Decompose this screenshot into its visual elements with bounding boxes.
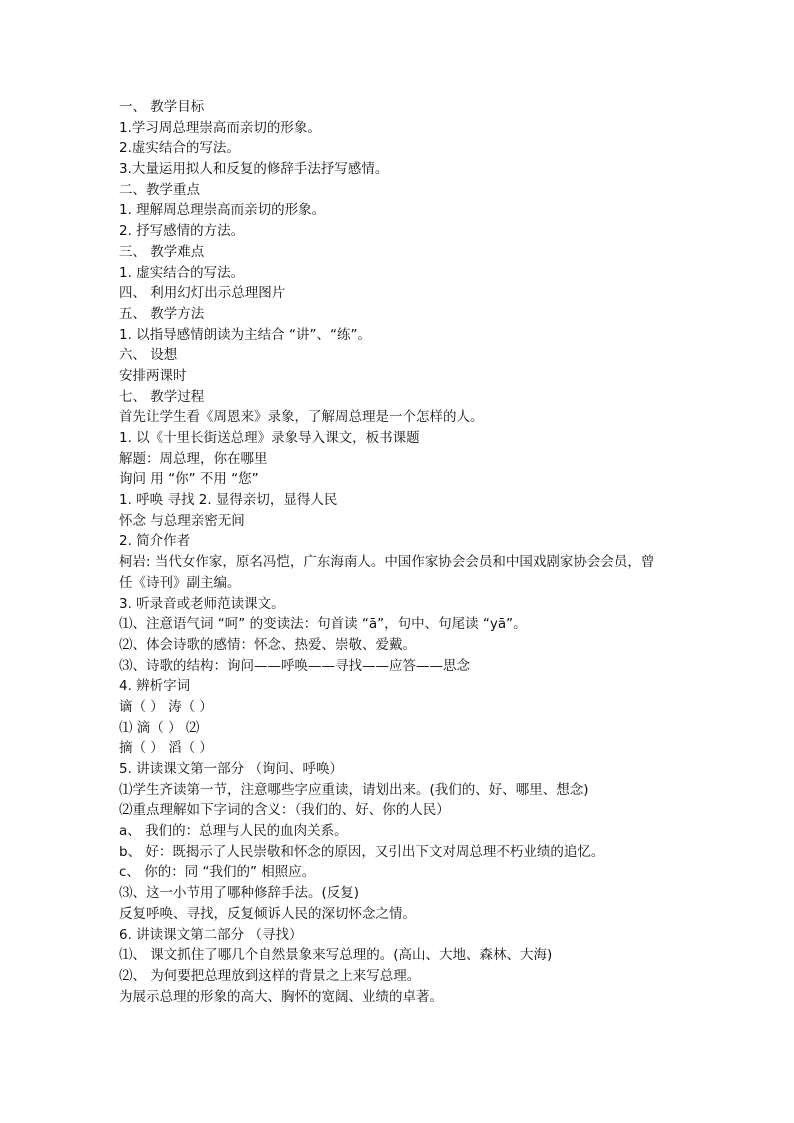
- text-line: 1.学习周总理崇高而亲切的形象。: [119, 119, 321, 136]
- text-line: ⑴、 课文抓住了哪几个自然景象来写总理的。(高山、大地、森林、大海): [119, 947, 553, 964]
- text-line: 任《诗刊》副主编。: [119, 574, 241, 591]
- text-line: 怀念 与总理亲密无间: [119, 512, 245, 529]
- heading-process: 七、 教学过程: [119, 388, 205, 405]
- text-line: 解题：周总理，你在哪里: [119, 450, 268, 467]
- text-line: ⑵、体会诗歌的感情：怀念、热爱、崇敬、爱戴。: [119, 636, 416, 653]
- text-line: 6. 讲读课文第二部分 （寻找）: [119, 926, 303, 943]
- heading-difficulties: 三、 教学难点: [119, 243, 205, 260]
- text-line: 首先让学生看《周恩来》录象，了解周总理是一个怎样的人。: [119, 409, 484, 426]
- text-line: 询问 用 “你” 不用 “您”: [119, 471, 259, 488]
- text-line: ⑴学生齐读第一节，注意哪些字应重读，请划出来。(我们的、好、哪里、想念): [119, 781, 589, 798]
- text-line: ⑶、这一小节用了哪种修辞手法。(反复): [119, 885, 360, 902]
- heading-plan: 六、 设想: [119, 347, 178, 364]
- text-line: 2.虚实结合的写法。: [119, 140, 240, 157]
- text-line: 5. 讲读课文第一部分 （询问、呼唤）: [119, 761, 343, 777]
- heading-teaching-goals: 一、 教学目标: [119, 99, 205, 115]
- text-line: 安排两课时: [119, 367, 187, 384]
- text-line: 摘（ ） 滔（ ）: [119, 740, 213, 757]
- heading-methods: 五、 教学方法: [119, 305, 205, 322]
- text-line: b、 好：既揭示了人民崇敬和怀念的原因，又引出下文对周总理不朽业绩的追忆。: [119, 843, 605, 860]
- text-line: c、 你的：同 “我们的” 相照应。: [119, 864, 316, 881]
- text-line: 1. 以指导感情朗读为主结合 “讲”、“练”。: [119, 326, 371, 343]
- text-line: 2. 抒写感情的方法。: [119, 223, 245, 240]
- text-line: ⑵重点理解如下字词的含义：（我们的、好、你的人民）: [119, 802, 450, 819]
- document-body: [119, 97, 679, 1007]
- text-line: ⑶、诗歌的结构：询问——呼唤——寻找——应答——思念: [119, 657, 470, 674]
- text-line: 1. 虚实结合的写法。: [119, 264, 245, 281]
- text-line: 3. 听录音或老师范读课文。: [119, 595, 285, 612]
- text-line: ⑴、注意语气词 “呵” 的变读法：句首读 “ā”，句中、句尾读 “yā”。: [119, 616, 527, 633]
- text-line: 1. 呼唤 寻找 2. 显得亲切，显得人民: [119, 492, 338, 509]
- text-line: 反复呼唤、寻找，反复倾诉人民的深切怀念之情。: [119, 905, 416, 922]
- text-line: 柯岩: 当代女作家，原名冯恺，广东海南人。中国作家协会会员和中国戏剧家协会会员，曾: [119, 554, 655, 571]
- heading-slides: 四、 利用幻灯出示总理图片: [119, 285, 286, 302]
- text-line: 2. 简介作者: [119, 533, 191, 550]
- text-line: 为展示总理的形象的高大、胸怀的宽阔、业绩的卓著。: [119, 988, 443, 1005]
- text-line: ⑴ 滴（ ） ⑵: [119, 719, 200, 736]
- text-line: 3.大量运用拟人和反复的修辞手法抒写感情。: [119, 161, 389, 178]
- text-line: 1. 理解周总理崇高而亲切的形象。: [119, 202, 326, 219]
- text-line: ⑵、 为何要把总理放到这样的背景之上来写总理。: [119, 967, 421, 984]
- heading-key-points: 二、教学重点: [119, 181, 200, 198]
- text-line: 谪（ ） 涛（ ）: [119, 698, 213, 715]
- text-line: 1. 以《十里长街送总理》录象导入课文，板书课题: [119, 430, 420, 446]
- text-line: a、 我们的：总理与人民的血肉关系。: [119, 823, 348, 840]
- text-line: 4. 辨析字词: [119, 678, 191, 695]
